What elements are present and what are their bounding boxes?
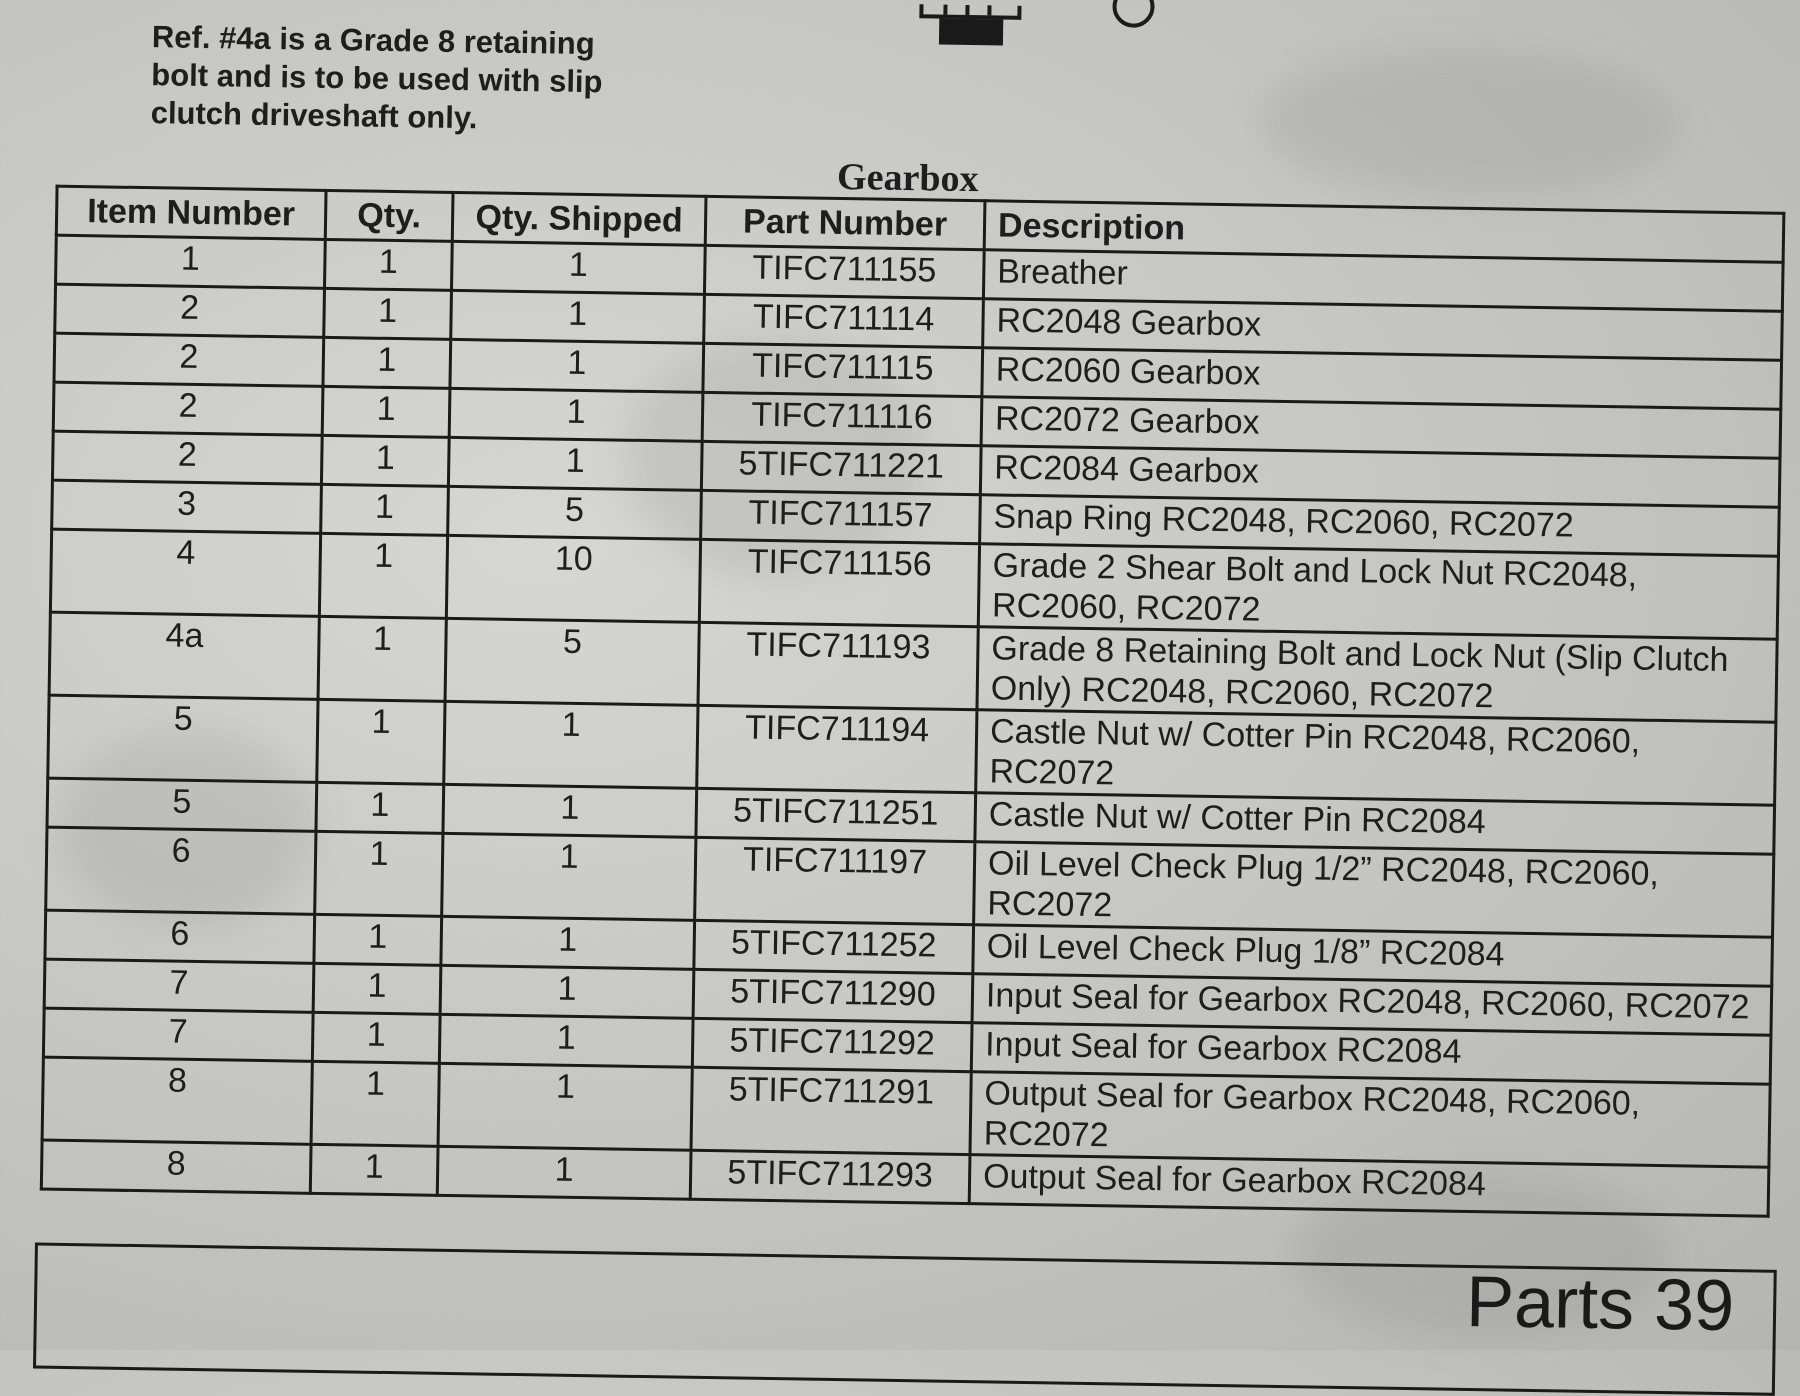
parts-table [40,185,1786,1218]
reference-note [150,18,672,140]
cell-item-number: 2 [55,284,325,337]
cell-qty-shipped: 5 [445,618,699,705]
cell-part-number: TIFC711114 [704,294,984,347]
cell-qty: 1 [317,699,445,784]
cell-qty-shipped: 1 [450,339,704,392]
cell-item-number: 5 [47,778,317,831]
cell-qty-shipped: 5 [448,486,702,539]
cell-item-number: 2 [52,431,322,484]
cell-qty: 1 [318,616,446,701]
cell-description: Snap Ring RC2048, RC2060, RC2072 [980,495,1780,557]
cell-qty: 1 [319,533,447,618]
cell-description: Grade 2 Shear Bolt and Lock Nut RC2048, RC2060, RC2072 [978,544,1778,640]
header-qty-shipped: Qty. Shipped [452,192,706,245]
note-line: clutch driveshaft only. [150,95,478,136]
cell-description: Input Seal for Gearbox RC2048, RC2060, RC2072 [972,974,1772,1036]
cell-description: RC2084 Gearbox [980,446,1780,508]
cell-part-number: 5TIFC711291 [691,1067,971,1154]
cell-qty: 1 [311,1061,439,1146]
section-title: Gearbox [836,155,979,201]
cell-qty-shipped: 1 [441,916,695,969]
cell-item-number: 2 [53,382,323,435]
cell-qty-shipped: 1 [442,833,696,920]
cell-part-number: 5TIFC711293 [690,1150,970,1203]
cell-part-number: TIFC711194 [697,705,977,792]
cell-description: Input Seal for Gearbox RC2084 [971,1023,1771,1085]
logo-fragment-icon [915,0,1026,48]
header-part-number: Part Number [705,196,985,249]
cell-qty: 1 [321,484,449,535]
cell-part-number: TIFC711156 [699,539,979,626]
cell-qty-shipped: 1 [439,1014,693,1067]
cell-item-number: 7 [43,1008,313,1061]
cell-part-number: TIFC711157 [701,490,981,543]
note-line: Ref. #4a is a Grade 8 retaining [151,19,595,62]
cell-description: Oil Level Check Plug 1/2” RC2048, RC2060, RC2072 [974,842,1774,938]
cell-description: Castle Nut w/ Cotter Pin RC2048, RC2060, RC2072 [976,710,1776,806]
circle-mark-icon [1112,0,1155,28]
cell-qty-shipped: 1 [451,241,705,294]
cell-qty-shipped: 10 [446,535,700,622]
cell-part-number: TIFC711197 [695,837,975,924]
cell-qty-shipped: 1 [451,290,705,343]
header-description: Description [984,201,1784,263]
cell-part-number: 5TIFC711221 [701,441,981,494]
cell-description: RC2048 Gearbox [983,299,1783,361]
cell-item-number: 4 [50,529,320,616]
header-item-number: Item Number [56,186,326,239]
cell-description: Castle Nut w/ Cotter Pin RC2084 [975,793,1775,855]
cell-part-number: TIFC711115 [703,343,983,396]
cell-qty-shipped: 1 [440,965,694,1018]
cell-item-number: 7 [44,959,314,1012]
cell-item-number: 2 [54,333,324,386]
cell-qty: 1 [324,288,452,339]
cell-description: Oil Level Check Plug 1/8” RC2084 [973,925,1773,987]
cell-qty: 1 [310,1144,438,1195]
cell-item-number: 8 [41,1140,311,1193]
cell-qty-shipped: 1 [444,701,698,788]
cell-qty: 1 [322,386,450,437]
cell-part-number: TIFC711155 [704,245,984,298]
header-qty: Qty. [325,190,453,241]
cell-description: RC2072 Gearbox [981,397,1781,459]
cell-description: Output Seal for Gearbox RC2048, RC2060, RC2072 [970,1072,1770,1168]
cell-description: Grade 8 Retaining Bolt and Lock Nut (Slip Clutch Only) RC2048, RC2060, RC2072 [977,627,1777,723]
cell-item-number: 6 [46,827,316,914]
cell-qty-shipped: 1 [448,437,702,490]
cell-item-number: 8 [42,1057,312,1144]
cell-qty-shipped: 1 [438,1063,692,1150]
stain [1258,46,1680,203]
cell-qty: 1 [315,831,443,916]
cell-item-number: 1 [56,235,326,288]
cell-item-number: 5 [48,695,318,782]
cell-part-number: 5TIFC711252 [694,920,974,973]
cell-part-number: TIFC711116 [702,392,982,445]
cell-part-number: TIFC711193 [698,622,978,709]
cell-description: Breather [983,250,1783,312]
cell-qty: 1 [321,435,449,486]
cell-qty-shipped: 1 [437,1146,691,1199]
cell-description: Output Seal for Gearbox RC2084 [969,1155,1769,1217]
cell-qty: 1 [312,1012,440,1063]
cell-description: RC2060 Gearbox [982,348,1782,410]
note-line: bolt and is to be used with slip [151,57,603,100]
cell-qty: 1 [313,963,441,1014]
cell-part-number: 5TIFC711251 [696,788,976,841]
cell-item-number: 4a [49,612,319,699]
cell-part-number: 5TIFC711292 [692,1018,972,1071]
cell-part-number: 5TIFC711290 [693,969,973,1022]
cell-qty: 1 [314,914,442,965]
cell-qty: 1 [323,337,451,388]
cell-qty-shipped: 1 [449,388,703,441]
cell-qty-shipped: 1 [443,784,697,837]
page-label: Parts 39 [1465,1261,1735,1347]
cell-qty: 1 [325,239,453,290]
cell-item-number: 3 [52,480,322,533]
cell-item-number: 6 [45,910,315,963]
cell-qty: 1 [316,782,444,833]
